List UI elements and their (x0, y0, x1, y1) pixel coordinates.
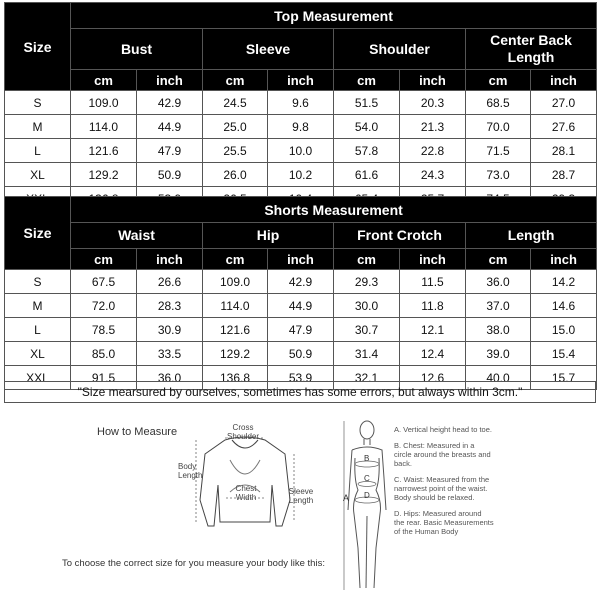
value-cell: 78.5 (71, 318, 137, 342)
value-cell: 14.6 (531, 294, 597, 318)
value-cell: 10.2 (268, 163, 334, 187)
value-cell: 24.3 (400, 163, 466, 187)
value-cell: 26.0 (203, 163, 268, 187)
unit-header: inch (137, 249, 203, 270)
unit-header: cm (466, 70, 531, 91)
unit-header: cm (71, 70, 137, 91)
table-row (5, 115, 597, 139)
value-cell: 109.0 (71, 91, 137, 115)
group-header: Front Crotch (334, 223, 466, 249)
figure-letter-c: C (364, 474, 370, 483)
group-header: Bust (71, 29, 203, 70)
value-cell: 28.1 (531, 139, 597, 163)
value-cell: 114.0 (203, 294, 268, 318)
value-cell: 50.9 (268, 342, 334, 366)
value-cell: 25.0 (203, 115, 268, 139)
value-cell: 40.0 (466, 366, 531, 390)
size-cell: S (5, 91, 71, 115)
value-cell: 47.9 (137, 139, 203, 163)
table-row (5, 342, 597, 366)
group-header: Shoulder (334, 29, 466, 70)
size-header: Size (5, 197, 71, 270)
value-cell: 44.9 (268, 294, 334, 318)
value-cell: 22.8 (400, 139, 466, 163)
value-cell: 32.1 (334, 366, 400, 390)
value-cell: 37.0 (466, 294, 531, 318)
value-cell: 136.8 (203, 366, 268, 390)
value-cell: 71.5 (466, 139, 531, 163)
unit-header: cm (334, 249, 400, 270)
value-cell: 61.6 (334, 163, 400, 187)
value-cell: 21.3 (400, 115, 466, 139)
legend-item: B. Chest: Measured in a circle around the breasts and back. (394, 441, 491, 468)
top-table-body (5, 91, 597, 211)
unit-header: cm (203, 249, 268, 270)
figure-letter-a: A (343, 493, 350, 503)
table-title: Shorts Measurement (71, 197, 597, 223)
body-figure-illustration (340, 418, 390, 598)
value-cell: 33.5 (137, 342, 203, 366)
value-cell: 11.8 (400, 294, 466, 318)
value-cell: 114.0 (71, 115, 137, 139)
value-cell: 9.6 (268, 91, 334, 115)
value-cell: 73.0 (466, 163, 531, 187)
value-cell: 121.6 (71, 139, 137, 163)
chest-width-label: Chest Width (235, 484, 257, 502)
value-cell: 10.0 (268, 139, 334, 163)
choose-size-text: To choose the correct size for you measure your body like this: (62, 558, 325, 569)
legend-item: D. Hips: Measured around the rear. Basic Measurements of the Human Body (394, 509, 494, 536)
top-measurement-table (4, 2, 597, 211)
shorts-measurement-table (4, 196, 597, 390)
legend-item: A. Vertical height head to toe. (394, 425, 492, 434)
size-header: Size (5, 3, 71, 91)
value-cell: 28.7 (531, 163, 597, 187)
table-title: Top Measurement (71, 3, 597, 29)
value-cell: 15.0 (531, 318, 597, 342)
table-row (5, 163, 597, 187)
table-row (5, 91, 597, 115)
value-cell: 129.2 (203, 342, 268, 366)
value-cell: 27.0 (531, 91, 597, 115)
value-cell: 57.8 (334, 139, 400, 163)
size-cell: M (5, 115, 71, 139)
sleeve-length-label: Sleeve Length (288, 487, 314, 505)
value-cell: 44.9 (137, 115, 203, 139)
unit-header: cm (203, 70, 268, 91)
value-cell: 85.0 (71, 342, 137, 366)
value-cell: 68.5 (466, 91, 531, 115)
value-cell: 27.6 (531, 115, 597, 139)
body-length-label: Body Length (178, 462, 203, 480)
size-note: "Size mearsured by ourselves, sometimes has some errors, but always within 3cm." (4, 381, 596, 403)
unit-header: inch (531, 70, 597, 91)
group-header: Length (466, 223, 597, 249)
table-row (5, 270, 597, 294)
value-cell: 30.0 (334, 294, 400, 318)
group-header: Sleeve (203, 29, 334, 70)
value-cell: 30.9 (137, 318, 203, 342)
value-cell: 42.9 (268, 270, 334, 294)
value-cell: 30.7 (334, 318, 400, 342)
value-cell: 28.3 (137, 294, 203, 318)
size-cell: M (5, 294, 71, 318)
unit-header: inch (137, 70, 203, 91)
size-cell: XL (5, 163, 71, 187)
value-cell: 53.9 (268, 366, 334, 390)
value-cell: 67.5 (71, 270, 137, 294)
value-cell: 26.6 (137, 270, 203, 294)
value-cell: 50.9 (137, 163, 203, 187)
value-cell: 12.6 (400, 366, 466, 390)
value-cell: 47.9 (268, 318, 334, 342)
value-cell: 129.2 (71, 163, 137, 187)
value-cell: 36.0 (137, 366, 203, 390)
value-cell: 109.0 (203, 270, 268, 294)
value-cell: 15.7 (531, 366, 597, 390)
shirt-illustration (190, 430, 300, 530)
group-header: Waist (71, 223, 203, 249)
figure-letter-d: D (364, 491, 370, 500)
size-cell: L (5, 318, 71, 342)
unit-header: cm (71, 249, 137, 270)
value-cell: 25.5 (203, 139, 268, 163)
value-cell: 12.4 (400, 342, 466, 366)
value-cell: 39.0 (466, 342, 531, 366)
value-cell: 38.0 (466, 318, 531, 342)
size-cell: S (5, 270, 71, 294)
value-cell: 70.0 (466, 115, 531, 139)
shorts-table-body (5, 270, 597, 390)
value-cell: 20.3 (400, 91, 466, 115)
value-cell: 9.8 (268, 115, 334, 139)
unit-header: inch (268, 70, 334, 91)
table-row (5, 139, 597, 163)
value-cell: 91.5 (71, 366, 137, 390)
value-cell: 42.9 (137, 91, 203, 115)
cross-shoulder-label: Cross Shoulder (226, 423, 260, 441)
value-cell: 51.5 (334, 91, 400, 115)
value-cell: 12.1 (400, 318, 466, 342)
unit-header: inch (531, 249, 597, 270)
unit-header: inch (400, 70, 466, 91)
legend-item: C. Waist: Measured from the narrowest point of the waist. Body should be relaxed. (394, 475, 490, 502)
table-row (5, 318, 597, 342)
value-cell: 15.4 (531, 342, 597, 366)
value-cell: 36.0 (466, 270, 531, 294)
value-cell: 11.5 (400, 270, 466, 294)
size-cell: L (5, 139, 71, 163)
value-cell: 31.4 (334, 342, 400, 366)
value-cell: 54.0 (334, 115, 400, 139)
size-cell: XXL (5, 366, 71, 390)
unit-header: cm (466, 249, 531, 270)
group-header: Center Back Length (466, 29, 597, 70)
value-cell: 24.5 (203, 91, 268, 115)
measure-legend (394, 425, 494, 543)
unit-header: cm (334, 70, 400, 91)
figure-letter-b: B (364, 454, 370, 463)
group-header: Hip (203, 223, 334, 249)
value-cell: 14.2 (531, 270, 597, 294)
table-row (5, 294, 597, 318)
how-to-measure-title: How to Measure (97, 426, 178, 438)
value-cell: 72.0 (71, 294, 137, 318)
value-cell: 121.6 (203, 318, 268, 342)
unit-header: inch (400, 249, 466, 270)
unit-header: inch (268, 249, 334, 270)
size-cell: XL (5, 342, 71, 366)
value-cell: 29.3 (334, 270, 400, 294)
